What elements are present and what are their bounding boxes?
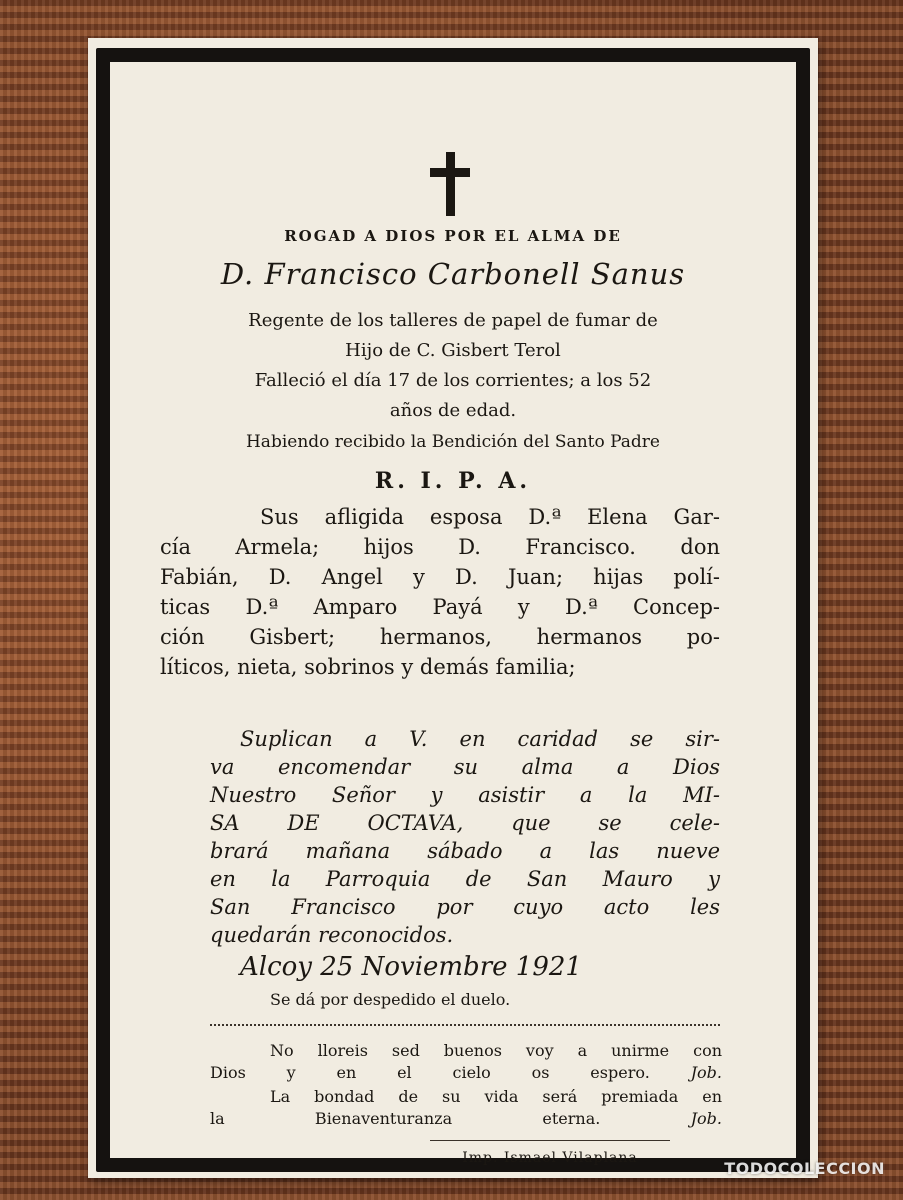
quote-2 <box>210 1086 722 1130</box>
quote-author: Job. <box>690 1063 722 1082</box>
family-line: ción Gisbert; hermanos, hermanos po- <box>160 625 720 649</box>
quote-line: No lloreis sed buenos voy a unirme con <box>270 1041 722 1060</box>
supplication-line: en la Parroquia de San Mauro y <box>210 867 720 891</box>
supplication-line: SA DE OCTAVA, que se cele- <box>210 811 720 835</box>
supplication-line: va encomendar su alma a Dios <box>210 755 720 779</box>
supplication-line: San Francisco por cuyo acto les <box>210 895 720 919</box>
bio-line: Falleció el día 17 de los corrientes; a los 52 <box>254 370 652 391</box>
supplication-line: Nuestro Señor y asistir a la MI- <box>210 783 720 807</box>
family-line: Fabián, D. Angel y D. Juan; hijas polí- <box>160 565 720 589</box>
quote-text: la Bienaventuranza eterna. <box>210 1109 601 1128</box>
ripa: R. I. P. A. <box>374 468 532 494</box>
quote-line <box>210 1108 722 1130</box>
bio-line: Hijo de C. Gisbert Terol <box>345 340 561 361</box>
bio-line: Regente de los talleres de papel de fumar de <box>248 310 658 331</box>
quote-1 <box>210 1040 722 1084</box>
family-line: Sus afligida esposa D.ª Elena Gar- <box>260 505 720 529</box>
card-content <box>110 62 796 1166</box>
supplication-line: brará mañana sábado a las nueve <box>210 839 720 863</box>
date-line: Alcoy 25 Noviembre 1921 <box>240 952 582 982</box>
quote-line: La bondad de su vida será premiada en <box>270 1087 722 1106</box>
family-line: líticos, nieta, sobrinos y demás familia; <box>160 655 576 679</box>
bio-line: años de edad. <box>389 400 517 421</box>
quote-line <box>210 1062 722 1084</box>
quote-text: Dios y en el cielo os espero. <box>210 1063 650 1082</box>
quote-author: Job. <box>690 1109 722 1128</box>
supplication-paragraph <box>210 725 720 949</box>
family-line: cía Armela; hijos D. Francisco. don <box>160 535 720 559</box>
family-line: ticas D.ª Amparo Payá y D.ª Concep- <box>160 595 720 619</box>
watermark: TODOCOLECCION <box>724 1159 885 1178</box>
printer-rule <box>430 1140 670 1141</box>
heading: ROGAD A DIOS POR EL ALMA DE <box>284 227 622 245</box>
farewell-line: Se dá por despedido el duelo. <box>270 990 511 1009</box>
family-paragraph <box>160 502 720 682</box>
supplication-line: quedarán reconocidos. <box>210 923 454 947</box>
printer-credit: Imp. Ismael Vilaplana <box>462 1150 638 1166</box>
bio-line: Habiendo recibido la Bendición del Santo Padre <box>245 432 660 452</box>
memorial-card <box>88 38 818 1178</box>
supplication-line: Suplican a V. en caridad se sir- <box>240 727 720 751</box>
divider <box>210 1024 720 1034</box>
deceased-name: D. Francisco Carbonell Sanus <box>220 257 686 291</box>
cross-icon <box>430 152 470 216</box>
